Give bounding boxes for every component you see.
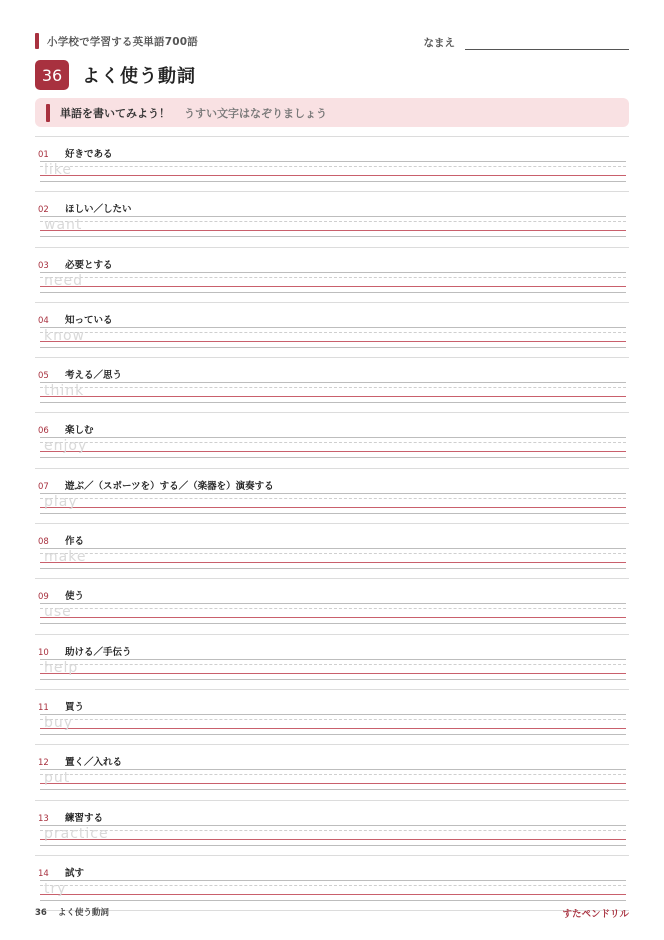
name-area bbox=[424, 32, 630, 50]
accent-bar bbox=[46, 104, 50, 122]
word-meaning: 置く／入れる bbox=[65, 757, 123, 769]
word-number: 14 bbox=[38, 868, 49, 879]
guide-line-bottom bbox=[40, 292, 626, 293]
guide-line-dashed bbox=[40, 774, 626, 775]
guide-line-bottom bbox=[40, 679, 626, 680]
instruction-sub: うすい文字はなぞりましょう bbox=[184, 106, 327, 120]
word-number: 02 bbox=[38, 205, 49, 216]
guide-line-dashed bbox=[40, 608, 626, 609]
guide-line-dashed bbox=[40, 277, 626, 278]
trace-word: make bbox=[44, 549, 87, 566]
guide-line-dashed bbox=[40, 221, 626, 222]
guide-line-baseline bbox=[40, 230, 626, 231]
trace-word: put bbox=[44, 770, 71, 787]
guide-line-top bbox=[40, 327, 626, 328]
guide-line-bottom bbox=[40, 402, 626, 403]
word-list bbox=[35, 136, 629, 911]
word-header bbox=[38, 146, 113, 160]
guide-line-dashed bbox=[40, 885, 626, 886]
guide-line-top bbox=[40, 493, 626, 494]
writing-lines[interactable] bbox=[40, 437, 626, 459]
guide-line-top bbox=[40, 603, 626, 604]
word-header bbox=[38, 257, 113, 271]
lesson-title-row bbox=[35, 60, 196, 90]
series-heading bbox=[35, 32, 198, 50]
guide-line-baseline bbox=[40, 673, 626, 674]
word-number: 06 bbox=[38, 426, 49, 437]
word-meaning: 試す bbox=[65, 867, 85, 879]
word-header bbox=[38, 588, 84, 602]
guide-line-bottom bbox=[40, 734, 626, 735]
word-meaning: 遊ぶ／（スポーツを）する／（楽器を）演奏する bbox=[65, 480, 274, 492]
word-row bbox=[35, 247, 629, 302]
word-meaning: 知っている bbox=[65, 314, 113, 326]
guide-line-top bbox=[40, 216, 626, 217]
guide-line-baseline bbox=[40, 617, 626, 618]
word-row bbox=[35, 136, 629, 191]
guide-line-bottom bbox=[40, 181, 626, 182]
word-meaning: 使う bbox=[65, 591, 85, 603]
word-number: 13 bbox=[38, 813, 49, 824]
guide-line-top bbox=[40, 272, 626, 273]
word-number: 12 bbox=[38, 758, 49, 769]
trace-word: know bbox=[44, 327, 85, 344]
guide-line-top bbox=[40, 880, 626, 881]
guide-line-dashed bbox=[40, 553, 626, 554]
word-meaning: 考える／思う bbox=[65, 370, 123, 382]
guide-line-baseline bbox=[40, 451, 626, 452]
writing-lines[interactable] bbox=[40, 548, 626, 570]
writing-lines[interactable] bbox=[40, 769, 626, 791]
brand-name: すたペンドリル bbox=[562, 909, 629, 920]
word-header bbox=[38, 312, 113, 326]
guide-line-dashed bbox=[40, 830, 626, 831]
guide-line-baseline bbox=[40, 783, 626, 784]
writing-lines[interactable] bbox=[40, 825, 626, 847]
trace-word: want bbox=[44, 217, 83, 234]
word-header bbox=[38, 644, 132, 658]
guide-line-baseline bbox=[40, 728, 626, 729]
word-meaning: 必要とする bbox=[65, 259, 113, 271]
lesson-number-badge: 36 bbox=[35, 60, 69, 90]
guide-line-bottom bbox=[40, 513, 626, 514]
guide-line-baseline bbox=[40, 562, 626, 563]
guide-line-baseline bbox=[40, 839, 626, 840]
guide-line-baseline bbox=[40, 894, 626, 895]
word-meaning: 作る bbox=[65, 536, 85, 548]
trace-word: use bbox=[44, 604, 72, 621]
word-row bbox=[35, 634, 629, 689]
guide-line-baseline bbox=[40, 341, 626, 342]
word-number: 03 bbox=[38, 260, 49, 271]
guide-line-dashed bbox=[40, 332, 626, 333]
word-number: 05 bbox=[38, 371, 49, 382]
trace-word: buy bbox=[44, 714, 74, 731]
guide-line-baseline bbox=[40, 396, 626, 397]
top-header bbox=[35, 32, 629, 50]
page-number: 36 bbox=[35, 908, 47, 918]
word-meaning: ほしい／したい bbox=[65, 204, 132, 216]
trace-word: enjoy bbox=[44, 438, 88, 455]
writing-lines[interactable] bbox=[40, 880, 626, 902]
guide-line-dashed bbox=[40, 719, 626, 720]
page-footer bbox=[35, 906, 629, 920]
word-row bbox=[35, 578, 629, 633]
footer-left bbox=[35, 906, 109, 918]
writing-lines[interactable] bbox=[40, 327, 626, 349]
word-number: 04 bbox=[38, 315, 49, 326]
guide-line-bottom bbox=[40, 789, 626, 790]
guide-line-bottom bbox=[40, 457, 626, 458]
guide-line-dashed bbox=[40, 498, 626, 499]
word-meaning: 好きである bbox=[65, 149, 113, 160]
guide-line-top bbox=[40, 659, 626, 660]
trace-word: help bbox=[44, 659, 79, 676]
trace-word: practice bbox=[44, 825, 109, 842]
word-row bbox=[35, 357, 629, 412]
guide-line-top bbox=[40, 769, 626, 770]
word-number: 08 bbox=[38, 537, 49, 548]
trace-word: like bbox=[44, 162, 73, 178]
trace-word: try bbox=[44, 880, 67, 897]
word-number: 11 bbox=[38, 702, 49, 713]
word-row bbox=[35, 191, 629, 246]
word-meaning: 買う bbox=[65, 701, 85, 713]
writing-lines[interactable] bbox=[40, 659, 626, 681]
footer-page-title: よく使う動詞 bbox=[57, 908, 109, 918]
lesson-title: よく使う動詞 bbox=[82, 66, 196, 87]
guide-line-top bbox=[40, 548, 626, 549]
instruction-main: 単語を書いてみよう！ bbox=[60, 106, 170, 120]
guide-line-top bbox=[40, 437, 626, 438]
guide-line-bottom bbox=[40, 568, 626, 569]
name-field[interactable] bbox=[465, 37, 629, 50]
word-number: 10 bbox=[38, 647, 49, 658]
writing-lines[interactable] bbox=[40, 382, 626, 404]
guide-line-bottom bbox=[40, 347, 626, 348]
word-row bbox=[35, 523, 629, 578]
instruction-banner bbox=[35, 98, 629, 127]
guide-line-dashed bbox=[40, 442, 626, 443]
guide-line-baseline bbox=[40, 286, 626, 287]
guide-line-baseline bbox=[40, 507, 626, 508]
word-meaning: 助ける／手伝う bbox=[65, 646, 132, 658]
word-meaning: 練習する bbox=[65, 812, 104, 824]
word-header bbox=[38, 699, 84, 713]
writing-lines[interactable] bbox=[40, 216, 626, 238]
guide-line-top bbox=[40, 714, 626, 715]
word-header bbox=[38, 201, 132, 215]
series-title: 小学校で学習する英単語700語 bbox=[47, 35, 198, 48]
word-number: 07 bbox=[38, 481, 49, 492]
word-row bbox=[35, 744, 629, 799]
word-row bbox=[35, 689, 629, 744]
guide-line-dashed bbox=[40, 166, 626, 167]
writing-lines[interactable] bbox=[40, 272, 626, 294]
guide-line-bottom bbox=[40, 623, 626, 624]
guide-line-top bbox=[40, 825, 626, 826]
word-number: 01 bbox=[38, 150, 49, 160]
word-number: 09 bbox=[38, 592, 49, 603]
accent-bar bbox=[35, 33, 39, 49]
guide-line-bottom bbox=[40, 236, 626, 237]
word-header bbox=[38, 422, 94, 436]
name-label: なまえ bbox=[423, 37, 455, 49]
trace-word: think bbox=[44, 383, 85, 400]
word-header bbox=[38, 533, 84, 547]
word-row bbox=[35, 412, 629, 467]
word-row bbox=[35, 302, 629, 357]
word-header bbox=[38, 865, 84, 879]
word-header bbox=[38, 810, 103, 824]
guide-line-top bbox=[40, 382, 626, 383]
guide-line-top bbox=[40, 161, 626, 162]
guide-line-dashed bbox=[40, 664, 626, 665]
guide-line-bottom bbox=[40, 845, 626, 846]
word-meaning: 楽しむ bbox=[65, 425, 94, 437]
writing-lines[interactable] bbox=[40, 603, 626, 625]
guide-line-dashed bbox=[40, 387, 626, 388]
word-header bbox=[38, 367, 122, 381]
word-header bbox=[38, 754, 122, 768]
word-row bbox=[35, 468, 629, 523]
trace-word: need bbox=[44, 272, 83, 289]
writing-lines[interactable] bbox=[40, 161, 626, 183]
word-header bbox=[38, 478, 274, 492]
writing-lines[interactable] bbox=[40, 493, 626, 515]
word-row bbox=[35, 800, 629, 855]
trace-word: play bbox=[44, 493, 78, 510]
guide-line-baseline bbox=[40, 175, 626, 176]
writing-lines[interactable] bbox=[40, 714, 626, 736]
word-row bbox=[35, 855, 629, 910]
guide-line-bottom bbox=[40, 900, 626, 901]
